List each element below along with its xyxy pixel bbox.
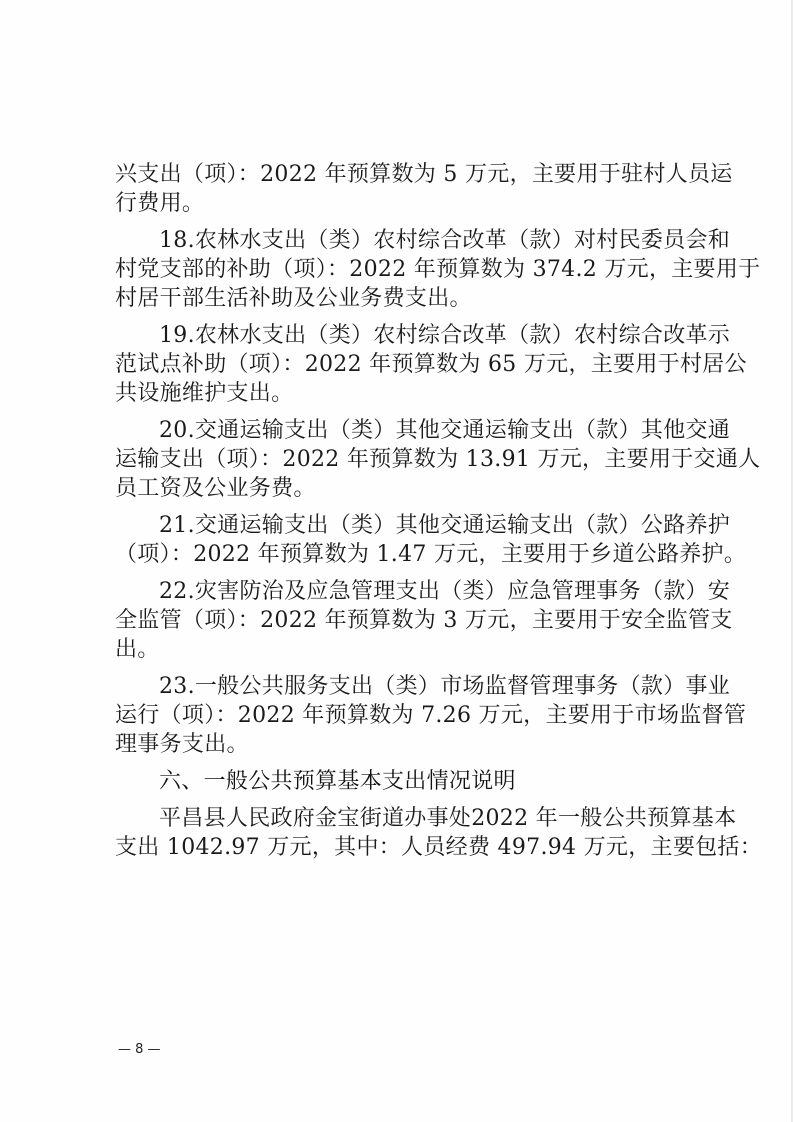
text-line: 运输支出（项）：2022 年预算数为 13.91 万元，主要用于交通人 xyxy=(115,447,761,472)
text-line: 员工资及公业务费。 xyxy=(115,476,316,501)
text-line: 行费用。 xyxy=(115,191,205,216)
text-line: 村党支部的补助（项）：2022 年预算数为 374.2 万元，主要用于 xyxy=(115,257,761,282)
item-22-line: 22.灾害防治及应急管理支出（类）应急管理事务（款）安 xyxy=(159,579,731,604)
section-heading: 六、一般公共预算基本支出情况说明 xyxy=(159,769,516,794)
text-line: 村居干部生活补助及公业务费支出。 xyxy=(115,286,472,311)
text-line: 出。 xyxy=(115,637,160,662)
text-line: 范试点补助（项）：2022 年预算数为 65 万元，主要用于村居公 xyxy=(115,352,747,377)
item-23-line: 23.一般公共服务支出（类）市场监督管理事务（款）事业 xyxy=(159,674,731,699)
text-line: 平昌县人民政府金宝街道办事处2022 年一般公共预算基本 xyxy=(159,806,737,831)
item-18-line: 18.农林水支出（类）农村综合改革（款）对村民委员会和 xyxy=(159,228,731,253)
text-line: 兴支出（项）：2022 年预算数为 5 万元，主要用于驻村人员运 xyxy=(115,162,733,187)
item-20-line: 20.交通运输支出（类）其他交通运输支出（款）其他交通 xyxy=(159,418,731,443)
text-line: 全监管（项）：2022 年预算数为 3 万元，主要用于安全监管支 xyxy=(115,608,733,633)
text-line: 运行（项）：2022 年预算数为 7.26 万元，主要用于市场监督管 xyxy=(115,703,747,728)
item-21-line: 21.交通运输支出（类）其他交通运输支出（款）公路养护 xyxy=(159,513,731,538)
text-line: 共设施维护支出。 xyxy=(115,381,294,406)
text-line: （项）：2022 年预算数为 1.47 万元，主要用于乡道公路养护。 xyxy=(115,542,747,567)
item-19-line: 19.农林水支出（类）农村综合改革（款）农村综合改革示 xyxy=(159,323,731,348)
text-line: 理事务支出。 xyxy=(115,732,249,757)
body-text xyxy=(115,160,763,862)
text-line: 支出 1042.97 万元，其中：人员经费 497.94 万元，主要包括： xyxy=(115,835,763,860)
page-number: — 8 — xyxy=(118,1042,161,1057)
